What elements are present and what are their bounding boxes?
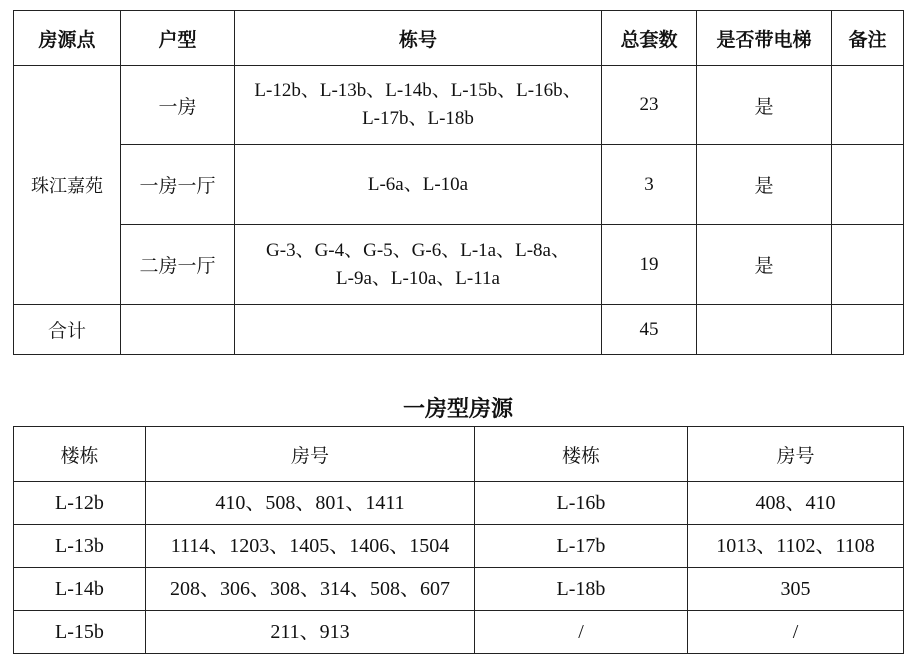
table-row <box>14 66 904 145</box>
building-cell: L-16b <box>475 482 688 525</box>
elevator-cell: 是 <box>697 225 832 305</box>
empty-cell <box>832 305 904 355</box>
building-cell: L-17b <box>475 525 688 568</box>
location-cell: 珠江嘉苑 <box>14 66 121 305</box>
room-no-cell: 1013、1102、1108 <box>688 525 904 568</box>
room-no-cell: 410、508、801、1411 <box>146 482 475 525</box>
header-building-no: 栋号 <box>235 11 602 66</box>
header-unit-type: 户型 <box>121 11 235 66</box>
count-cell: 19 <box>602 225 697 305</box>
empty-cell <box>697 305 832 355</box>
buildings-cell <box>235 225 602 305</box>
empty-cell <box>121 305 235 355</box>
room-no-cell: 208、306、308、314、508、607 <box>146 568 475 611</box>
building-cell: L-14b <box>14 568 146 611</box>
units-header-row <box>14 427 904 482</box>
buildings-line: G-3、G-4、G-5、G-6、L-1a、L-8a、 <box>266 239 570 261</box>
table-row <box>14 525 904 568</box>
table-row <box>14 145 904 225</box>
header-location: 房源点 <box>14 11 121 66</box>
remark-cell <box>832 66 904 145</box>
housing-summary-table <box>13 10 904 355</box>
header-building: 楼栋 <box>475 427 688 482</box>
building-cell: L-18b <box>475 568 688 611</box>
count-cell: 23 <box>602 66 697 145</box>
table-row <box>14 611 904 654</box>
one-room-section-title: 一房型房源 <box>402 397 513 422</box>
remark-cell <box>832 225 904 305</box>
total-row <box>14 305 904 355</box>
summary-header-row <box>14 11 904 66</box>
remark-cell <box>832 145 904 225</box>
unit-type-cell: 一房一厅 <box>121 145 235 225</box>
total-label: 合计 <box>14 305 121 355</box>
room-no-cell: / <box>688 611 904 654</box>
buildings-cell <box>235 145 602 225</box>
header-remark: 备注 <box>832 11 904 66</box>
building-cell: L-15b <box>14 611 146 654</box>
elevator-cell: 是 <box>697 66 832 145</box>
buildings-line: L-12b、L-13b、L-14b、L-15b、L-16b、 <box>254 80 582 101</box>
elevator-cell: 是 <box>697 145 832 225</box>
header-total-units: 总套数 <box>602 11 697 66</box>
buildings-cell <box>235 66 602 145</box>
building-cell: L-13b <box>14 525 146 568</box>
unit-type-cell: 一房 <box>121 66 235 145</box>
room-no-cell: 408、410 <box>688 482 904 525</box>
table-row <box>14 482 904 525</box>
unit-type-cell: 二房一厅 <box>121 225 235 305</box>
building-cell: L-12b <box>14 482 146 525</box>
room-no-cell: 211、913 <box>146 611 475 654</box>
header-elevator: 是否带电梯 <box>697 11 832 66</box>
buildings-line: L-9a、L-10a、L-11a <box>336 267 500 289</box>
buildings-line: L-17b、L-18b <box>362 108 474 129</box>
total-count: 45 <box>602 305 697 355</box>
empty-cell <box>235 305 602 355</box>
count-cell: 3 <box>602 145 697 225</box>
table-row <box>14 225 904 305</box>
building-cell: / <box>475 611 688 654</box>
header-room-no: 房号 <box>688 427 904 482</box>
table-row <box>14 568 904 611</box>
header-building: 楼栋 <box>14 427 146 482</box>
buildings-line: L-6a、L-10a <box>367 173 469 195</box>
header-room-no: 房号 <box>146 427 475 482</box>
room-no-cell: 1114、1203、1405、1406、1504 <box>146 525 475 568</box>
one-room-units-table <box>13 426 904 654</box>
room-no-cell: 305 <box>688 568 904 611</box>
